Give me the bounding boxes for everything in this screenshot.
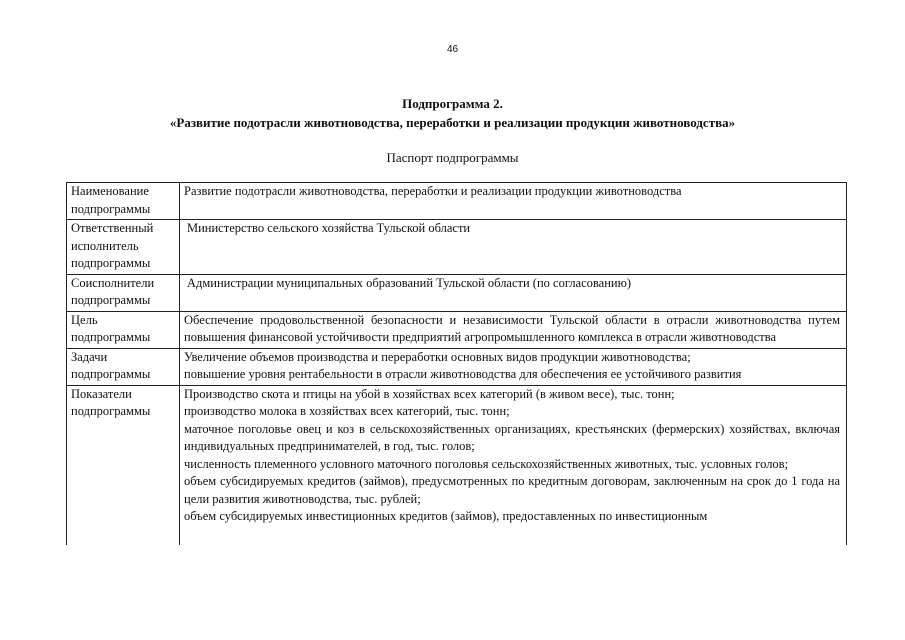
table-row-coexecutors [67,274,847,311]
table-row-tasks [67,348,847,385]
coexecutors-value [180,274,847,311]
indicators-list [184,386,840,544]
indicator-item: производство молока в хозяйствах всех категорий, тыс. тонн; [184,404,510,418]
goal-label: Цель подпрограммы [67,311,180,348]
indicator-item: Производство скота и птицы на убой в хозяйствах всех категорий (в живом весе), тыс. тонн; [184,386,675,401]
executor-value [180,220,847,275]
passport-caption: Паспорт подпрограммы [386,150,519,165]
goal-value: Обеспечение продовольственной безопасности и независимости Тульской области в отрасли животноводства путем повышения финансовой устойчивости предприятий агропромышленного комплекса в отрасли животноводства [180,311,847,348]
name-value: Развитие подотрасли животноводства, переработки и реализации продукции животноводства [180,183,847,220]
passport-table [66,182,847,545]
task-item: Увеличение объемов производства и переработки основных видов продукции животноводства; [184,349,691,364]
indicator-item: объем субсидируемых инвестиционных кредитов (займов), предоставленных по инвестиционным [184,509,708,523]
table-row-indicators [67,385,847,545]
subprogram-title-line2: «Развитие подотрасли животноводства, переработки и реализации продукции животноводства» [169,115,736,130]
name-label: Наименование подпрограммы [67,183,180,220]
indicator-item: объем субсидируемых кредитов (займов), предусмотренных по кредитным договорам, заключенным на срок до 1 года на цели развития животноводства, тыс. рублей; [184,474,840,506]
coexecutors-label: Соисполнители подпрограммы [67,274,180,311]
table-row-executor [67,220,847,275]
executor-value-text: Министерство сельского хозяйства Тульской области [187,221,471,235]
indicators-label: Показатели подпрограммы [67,385,180,545]
indicator-item: численность племенного условного маточного поголовья сельскохозяйственных животных, тыс. условных голов; [184,456,789,471]
executor-label: Ответственный исполнитель подпрограммы [67,220,180,275]
coexecutors-value-text: Администрации муниципальных образований Тульской области (по согласованию) [187,275,632,290]
subprogram-title [0,94,905,132]
page-number: 46 [446,44,459,55]
indicators-value [180,385,847,545]
table-row-goal [67,311,847,348]
table-row-name [67,183,847,220]
subprogram-title-line1: Подпрограмма 2. [402,96,503,111]
task-item: повышение уровня рентабельности в отрасли животноводства для обеспечения ее устойчивого развития [184,366,742,381]
tasks-value [180,348,847,385]
indicator-item: маточное поголовье овец и коз в сельскохозяйственных организациях, крестьянских (фермерских) хозяйствах, включая индивидуальных предпринимателей, в год, тыс. голов; [184,421,840,453]
tasks-label: Задачи подпрограммы [67,348,180,385]
